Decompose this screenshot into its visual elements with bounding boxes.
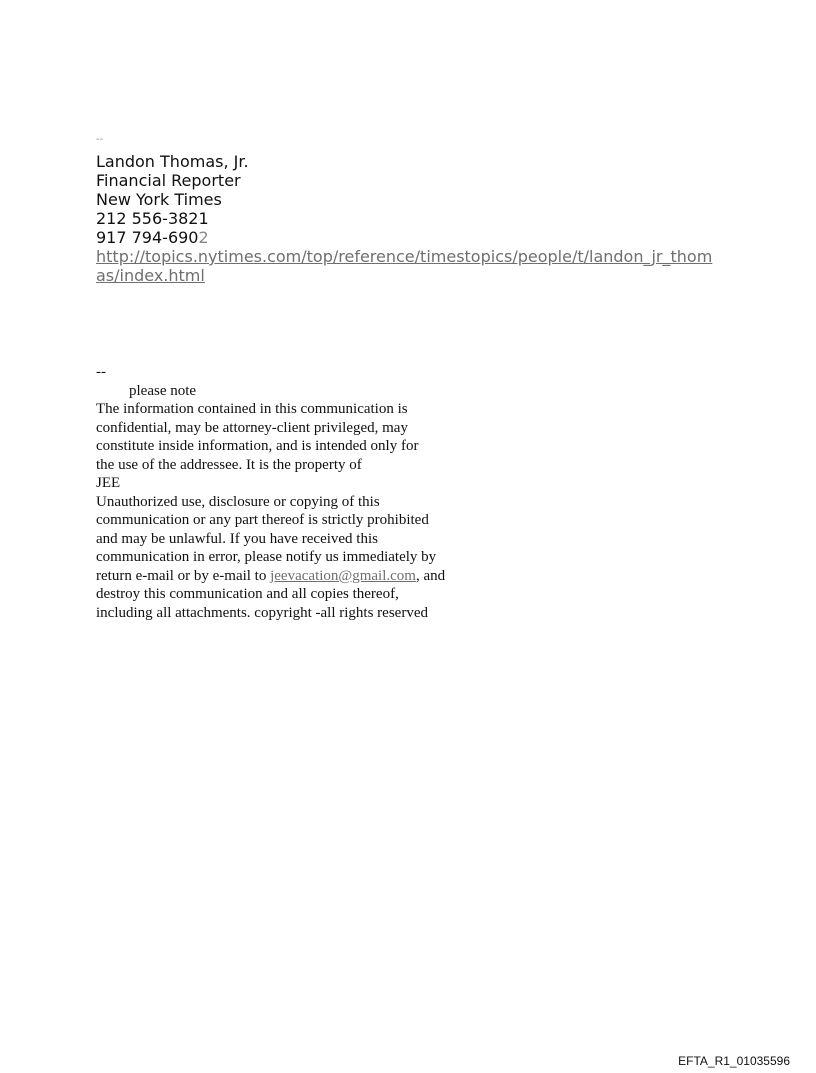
signature-phone-mobile [96,228,716,247]
signature-phone-office: 212 556-3821 [96,209,209,228]
disclaimer-line: and may be unlawful. If you have received this [96,530,378,547]
signature-profile-link[interactable]: http://topics.nytimes.com/top/reference/timestopics/people/t/landon_jr_thomas/index.html [96,247,713,285]
disclaimer-line: The information contained in this communication is [96,401,408,417]
signature-title: Financial Reporter [96,171,241,190]
signature-organization: New York Times [96,190,222,209]
signature-name: Landon Thomas, Jr. [96,152,249,171]
disclaimer-line: constitute inside information, and is intended only for [96,438,419,454]
disclaimer-separator: -- [96,364,106,380]
disclaimer-line: destroy this communication and all copies thereof, [96,586,399,602]
disclaimer-line: communication in error, please notify us immediately by [96,549,437,565]
disclaimer-line: JEE [96,475,121,491]
disclaimer-heading: please note [129,382,197,399]
disclaimer-line: communication or any part thereof is strictly prohibited [96,512,429,528]
confidentiality-disclaimer [96,363,476,622]
email-signature [96,152,716,285]
disclaimer-email-link[interactable]: jeevacation@gmail.com [270,567,416,584]
signature-separator: -- [96,134,104,145]
document-id: EFTA_R1_01035596 [678,1054,790,1068]
disclaimer-line: Unauthorized use, disclosure or copying of this [96,493,380,510]
disclaimer-email-prefix: return e-mail or by e-mail to [96,567,271,584]
signature-phone-mobile-main: 917 794-690 [96,228,199,247]
disclaimer-email-suffix: , and [415,567,446,584]
disclaimer-email-line [96,567,476,586]
disclaimer-line: the use of the addressee. It is the property of [96,456,362,473]
signature-phone-mobile-last-digit: 2 [198,228,209,247]
disclaimer-line: confidential, may be attorney-client privileged, may [96,419,408,436]
disclaimer-line: including all attachments. copyright -all rights reserved [96,604,428,621]
